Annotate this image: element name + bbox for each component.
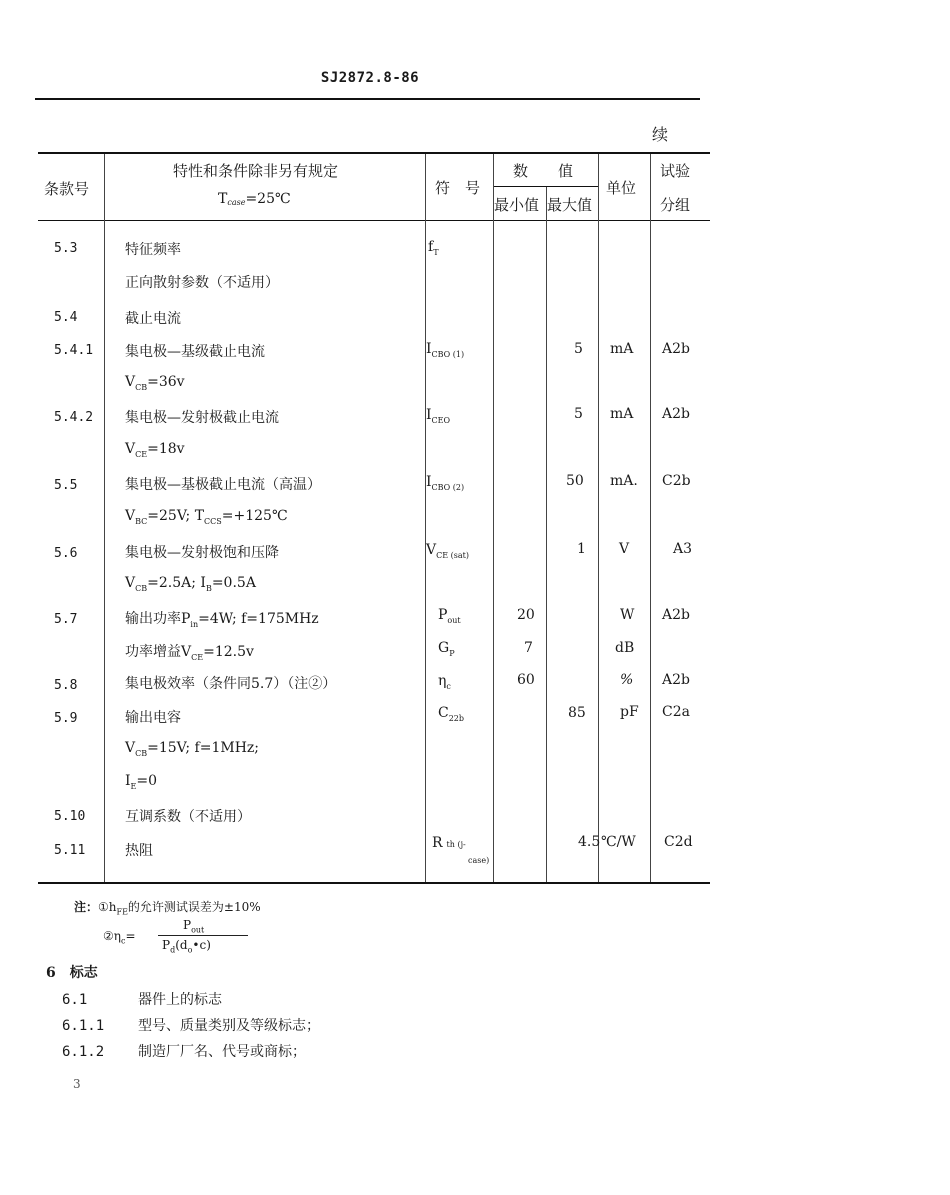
row-group: A2b: [662, 406, 690, 422]
row-unit: dB: [615, 640, 635, 656]
row-characteristic: $V_{CB}=36v$: [125, 374, 185, 392]
row-clause: 5.8: [54, 678, 78, 693]
row-max: 4.5: [578, 834, 601, 850]
col-header-test-group-1: 试验: [660, 162, 691, 180]
row-characteristic: 截止电流: [125, 311, 181, 327]
row-group: C2d: [664, 834, 693, 850]
row-symbol: $f_T$: [428, 239, 439, 257]
row-unit: %: [620, 672, 634, 688]
row-min: 7: [524, 640, 533, 656]
row-unit: W: [620, 607, 635, 623]
row-characteristic: 热阻: [125, 843, 153, 859]
col-divider-2: [425, 154, 426, 882]
note-2-denominator: $P_d(d_o•c)$: [162, 938, 211, 955]
row-characteristic: 输出功率$P_{in}=4W$; f=175MHz: [125, 611, 319, 629]
row-max: 50: [566, 473, 584, 489]
row-min: 20: [517, 607, 535, 623]
row-unit: ℃/W: [601, 834, 636, 850]
row-clause: 5.10: [54, 809, 86, 824]
col-header-clause: 条款号: [44, 180, 90, 198]
row-group: A3: [673, 541, 693, 557]
col-header-max: 最大值: [547, 196, 593, 214]
row-unit: mA.: [610, 473, 638, 489]
row-characteristic: 集电极—发射极截止电流: [125, 410, 279, 426]
row-symbol: $C_{22b}$: [438, 705, 465, 723]
row-clause: 5.4.1: [54, 343, 94, 358]
row-clause: 5.4: [54, 310, 78, 325]
row-characteristic: $V_{CE}=18v$: [125, 441, 185, 459]
col-header-value: 数 值: [513, 162, 574, 180]
row-clause: 5.5: [54, 478, 78, 493]
col-header-symbol: 符 号: [435, 179, 481, 197]
row-clause: 5.9: [54, 711, 78, 726]
col-header-characteristics: 特性和条件除非另有规定: [173, 162, 339, 180]
page-number: 3: [73, 1077, 81, 1091]
row-clause: 5.6: [54, 546, 78, 561]
row-group: A2b: [662, 672, 690, 688]
row-clause: 5.11: [54, 843, 86, 858]
row-characteristic: 集电极—基极截止电流（高温）: [125, 477, 321, 493]
row-characteristic: $V_{CB}=2.5A$; $I_B=0.5A$: [125, 575, 256, 593]
row-max: 5: [574, 341, 583, 357]
row-unit: mA: [610, 341, 634, 357]
col-header-unit: 单位: [606, 179, 637, 197]
col-header-test-group-2: 分组: [660, 196, 691, 214]
section-item: 6.1.2 制造厂厂名、代号或商标；: [62, 1044, 306, 1060]
row-clause: 5.3: [54, 241, 78, 256]
row-max: 85: [568, 705, 586, 721]
row-max: 5: [574, 406, 583, 422]
col-divider-5: [598, 154, 599, 882]
row-characteristic: $V_{CB}=15V$; f=1MHz;: [125, 740, 259, 758]
note-2-formula: $②\eta_c=$: [103, 929, 136, 946]
col-divider-6: [650, 154, 651, 882]
row-characteristic: 集电极—发射极饱和压降: [125, 545, 279, 561]
col-header-min: 最小值: [494, 196, 540, 214]
row-characteristic: 功率增益$V_{CE}=12.5v$: [125, 644, 254, 662]
table-top-rule: [38, 152, 710, 154]
row-clause: 5.4.2: [54, 410, 94, 425]
standard-code: SJ2872.8-86: [320, 70, 420, 86]
col-divider-3: [493, 154, 494, 882]
row-symbol: $G_P$: [438, 640, 455, 658]
row-symbol: $I_{CEO}$: [426, 407, 451, 425]
row-symbol: $V_{CE (sat)}$: [426, 542, 469, 560]
continued-label: 续: [652, 125, 669, 144]
row-group: A2b: [662, 607, 690, 623]
row-symbol: $\eta_c$: [438, 673, 451, 691]
row-group: C2b: [662, 473, 691, 489]
fraction-bar: [158, 935, 248, 936]
row-characteristic: 集电极—基级截止电流: [125, 344, 265, 360]
row-characteristic: 正向散射参数（不适用）: [125, 275, 279, 291]
table-bottom-rule: [38, 882, 710, 884]
row-characteristic: 互调系数（不适用）: [125, 809, 251, 825]
row-symbol: $P_{out}$: [438, 607, 461, 625]
row-characteristic: 特征频率: [125, 242, 181, 258]
note-2-numerator: $P_{out}$: [183, 918, 205, 935]
row-symbol: $I_{CBO (2)}$: [426, 474, 465, 492]
row-characteristic: $I_E=0$: [125, 773, 158, 791]
section-6-heading: 6 标志: [46, 965, 98, 981]
row-characteristic: 集电极效率（条件同5.7）（注②）: [125, 676, 337, 692]
row-symbol: $I_{CBO (1)}$: [426, 341, 465, 359]
row-clause: 5.7: [54, 612, 78, 627]
row-min: 60: [517, 672, 535, 688]
row-characteristic: 输出电容: [125, 710, 181, 726]
col-divider-4: [546, 187, 547, 882]
col-divider-1: [104, 154, 105, 882]
row-unit: pF: [620, 704, 639, 720]
row-max: 1: [577, 541, 586, 557]
row-symbol: Rth (j- case): [432, 835, 490, 865]
row-unit: V: [619, 541, 630, 557]
section-item: 6.1 器件上的标志: [62, 992, 222, 1008]
row-unit: mA: [610, 406, 634, 422]
row-group: C2a: [662, 704, 690, 720]
row-characteristic: $V_{BC}=25V$; $T_{CCS}=+125℃$: [125, 508, 288, 526]
section-item: 6.1.1 型号、质量类别及等级标志；: [62, 1018, 320, 1034]
header-bottom-rule: [38, 220, 710, 221]
col-header-condition: Tcase=25℃: [218, 191, 291, 207]
row-group: A2b: [662, 341, 690, 357]
note-1: 注：$①h_{FE}$的允许测试误差为±10%: [74, 900, 261, 917]
